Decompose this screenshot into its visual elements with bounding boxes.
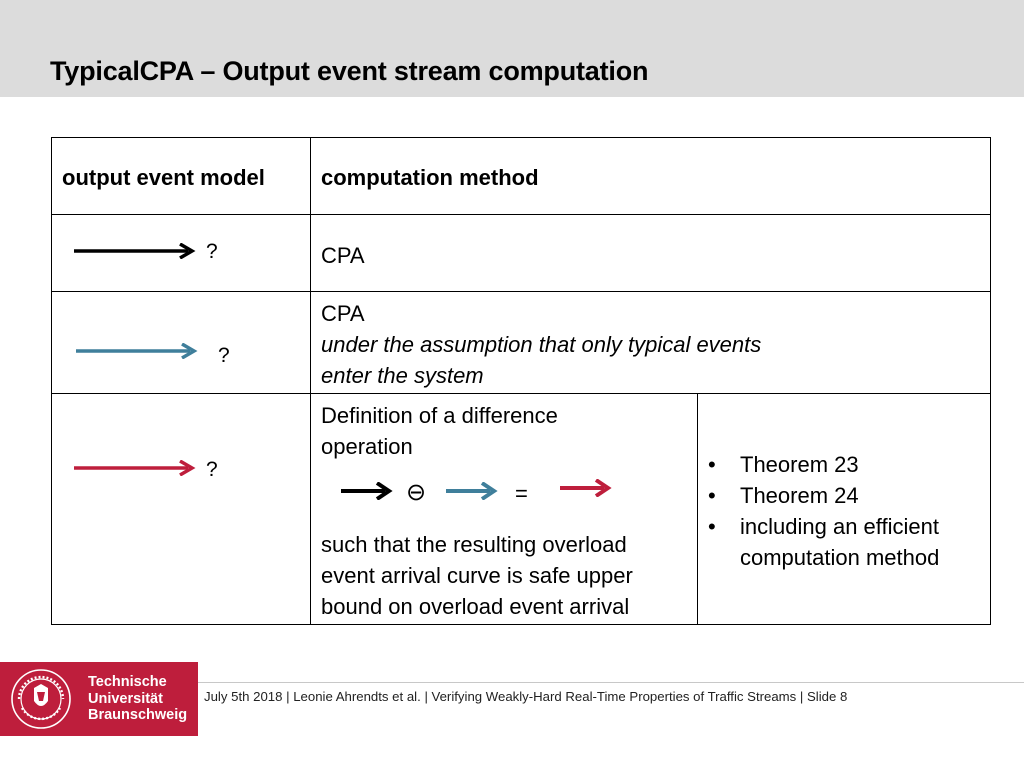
black-arrow-icon: [74, 243, 198, 259]
definition-line: operation: [321, 434, 413, 459]
bullet-icon: •: [708, 452, 716, 477]
assumption-note: [321, 329, 761, 391]
footer-divider: [198, 682, 1024, 683]
list-item: [698, 449, 939, 480]
bullet-icon: •: [708, 514, 716, 539]
assumption-note-line: enter the system: [321, 363, 484, 388]
table-row-divider: [51, 291, 991, 292]
output-model-unknown: ?: [206, 458, 218, 481]
bullet-icon: •: [708, 483, 716, 508]
list-item-text: Theorem 24: [740, 483, 859, 508]
table-border-right: [990, 137, 991, 625]
slide-title: TypicalCPA – Output event stream computation: [50, 56, 649, 86]
computation-method-cpa: CPA: [321, 243, 365, 268]
definition-line: Definition of a difference: [321, 403, 558, 428]
equals-sign: =: [515, 481, 528, 506]
table-row-divider: [51, 214, 991, 215]
university-seal-icon: [10, 668, 72, 730]
table-border-left: [51, 137, 52, 625]
red-arrow-icon: [560, 479, 614, 497]
output-model-unknown: ?: [218, 344, 230, 367]
result-line: bound on overload event arrival: [321, 594, 630, 619]
logo-line: Braunschweig: [88, 707, 188, 723]
list-item-text: Theorem 23: [740, 452, 859, 477]
table-column-divider: [310, 137, 311, 625]
theorem-list: [698, 449, 939, 573]
logo-wordmark: [88, 674, 187, 724]
column-header-output-event-model: output event model: [62, 165, 265, 190]
list-item: [698, 480, 939, 511]
list-item-text: including an efficient: [740, 514, 939, 539]
list-item-text: computation method: [740, 545, 940, 570]
footer-text: July 5th 2018 | Leonie Ahrendts et al. | Verifying Weakly-Hard Real-Time Properties of Traffic Streams | Slide 8: [204, 689, 848, 704]
result-line: such that the resulting overload: [321, 532, 627, 557]
result-description: [321, 529, 633, 622]
result-line: event arrival curve is safe upper: [321, 563, 633, 588]
red-arrow-icon: [74, 460, 198, 476]
logo-line: Technische: [88, 674, 167, 690]
list-item: [698, 511, 939, 573]
table-border-bottom: [51, 624, 991, 625]
table-border-top: [51, 137, 991, 138]
black-arrow-icon: [341, 482, 395, 500]
computation-method-cpa: CPA: [321, 301, 365, 326]
output-model-unknown: ?: [206, 240, 218, 263]
university-logo: [0, 662, 198, 736]
difference-definition: [321, 400, 558, 462]
table-row-divider: [51, 393, 991, 394]
teal-arrow-icon: [446, 482, 500, 500]
difference-operator: ⊖: [406, 479, 427, 506]
assumption-note-line: under the assumption that only typical events: [321, 332, 762, 357]
teal-arrow-icon: [76, 343, 200, 359]
logo-line: Universität: [88, 690, 163, 707]
column-header-computation-method: computation method: [321, 165, 539, 190]
